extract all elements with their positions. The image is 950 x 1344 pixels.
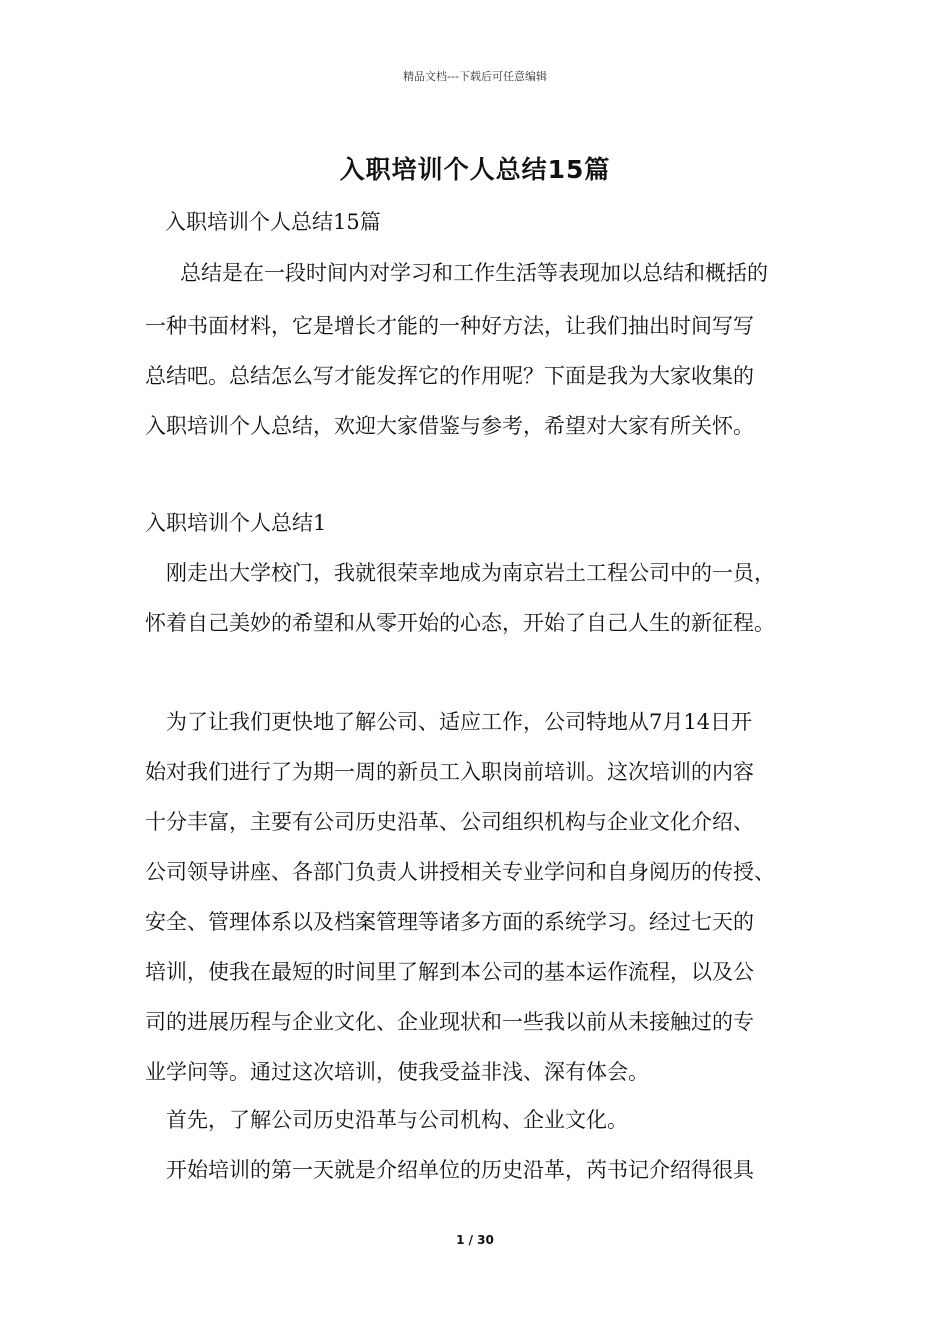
intro-line-2: 一种书面材料，它是增长才能的一种好方法，让我们抽出时间写写 bbox=[145, 314, 754, 338]
para2-line-6: 培训，使我在最短的时间里了解到本公司的基本运作流程，以及公 bbox=[145, 960, 754, 984]
intro-line-4: 入职培训个人总结，欢迎大家借鉴与参考，希望对大家有所关怀。 bbox=[145, 414, 754, 438]
section-heading-1: 入职培训个人总结1 bbox=[145, 511, 327, 535]
para1-line-2: 怀着自己美妙的希望和从零开始的心态，开始了自己人生的新征程。 bbox=[145, 611, 775, 635]
para2-line-1: 为了让我们更快地了解公司、适应工作，公司特地从7月14日开 bbox=[166, 710, 753, 734]
document-title: 入职培训个人总结15篇 bbox=[339, 155, 611, 184]
intro-line-3: 总结吧。总结怎么写才能发挥它的作用呢？下面是我为大家收集的 bbox=[145, 364, 754, 388]
page-header: 精品文档---下载后可任意编辑 bbox=[403, 70, 547, 83]
page-number: 1 / 30 bbox=[456, 1233, 494, 1247]
para2-line-2: 始对我们进行了为期一周的新员工入职岗前培训。这次培训的内容 bbox=[145, 760, 754, 784]
para2-line-3: 十分丰富，主要有公司历史沿革、公司组织机构与企业文化介绍、 bbox=[145, 810, 754, 834]
para3-line-1: 首先，了解公司历史沿革与公司机构、企业文化。 bbox=[166, 1108, 628, 1132]
subtitle-line: 入职培训个人总结15篇 bbox=[165, 210, 381, 234]
para2-line-8: 业学问等。通过这次培训，使我受益非浅、深有体会。 bbox=[145, 1060, 649, 1084]
para4-line-1: 开始培训的第一天就是介绍单位的历史沿革，芮书记介绍得很具 bbox=[166, 1158, 754, 1182]
para2-line-7: 司的进展历程与企业文化、企业现状和一些我以前从未接触过的专 bbox=[145, 1010, 754, 1034]
para2-line-5: 安全、管理体系以及档案管理等诸多方面的系统学习。经过七天的 bbox=[145, 910, 754, 934]
para1-line-1: 刚走出大学校门，我就很荣幸地成为南京岩土工程公司中的一员， bbox=[166, 561, 775, 585]
intro-line-1: 总结是在一段时间内对学习和工作生活等表现加以总结和概括的 bbox=[180, 261, 768, 285]
para2-line-4: 公司领导讲座、各部门负责人讲授相关专业学问和自身阅历的传授、 bbox=[145, 860, 775, 884]
